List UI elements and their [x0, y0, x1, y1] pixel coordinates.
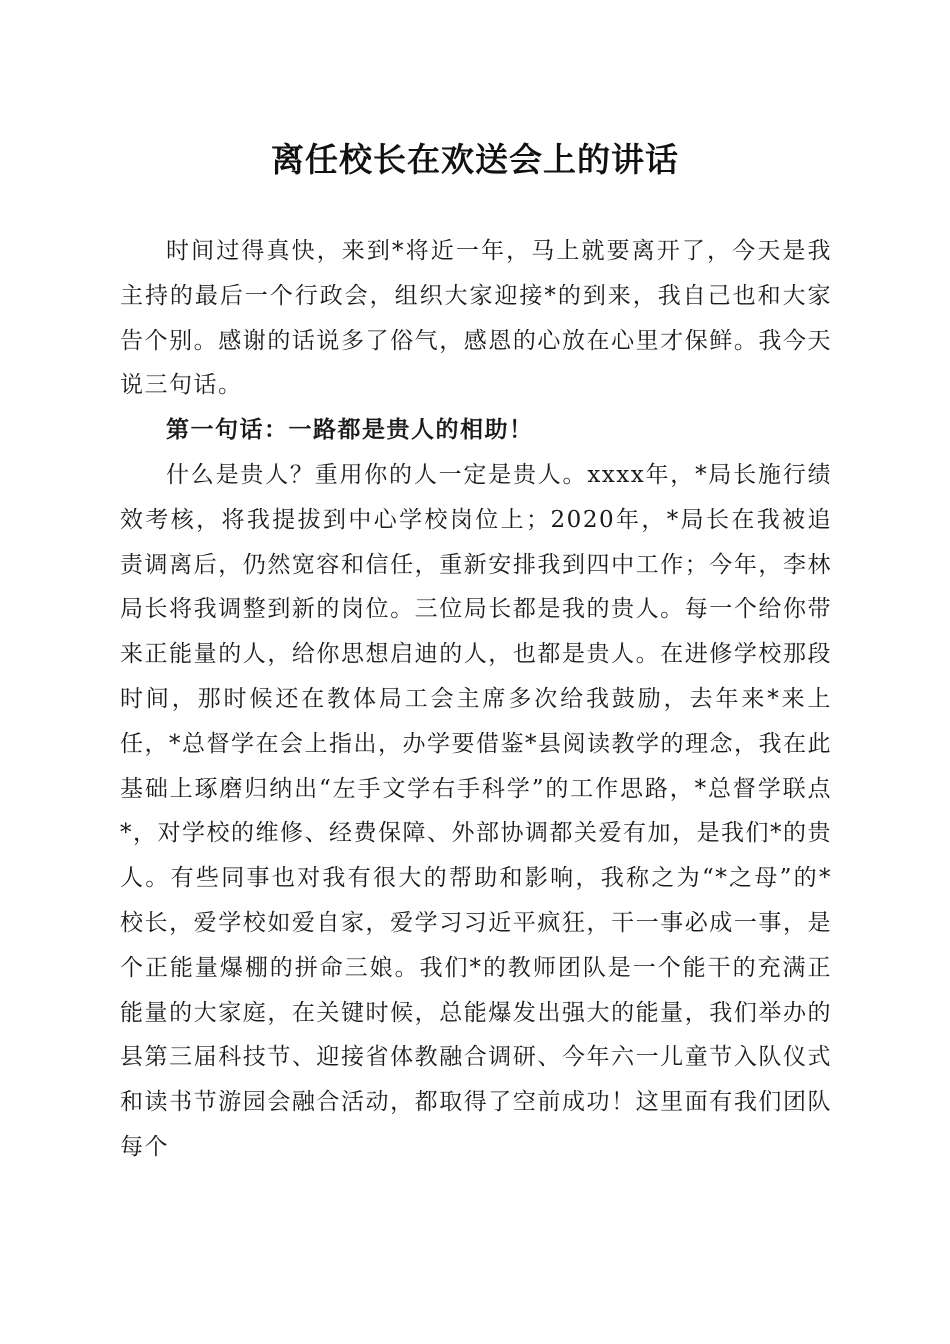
document-body [120, 229, 832, 1170]
paragraph-benefactors: 什么是贵人？重用你的人一定是贵人。xxxx年，*局长施行绩效考核，将我提拔到中心学校岗位上；2020年，*局长在我被追责调离后，仍然宽容和信任，重新安排我到四中工作；今年，李林局长将我调整到新的岗位。三位局长都是我的贵人。每一个给你带来正能量的人，给你思想启迪的人，也都是贵人。在进修学校那段时间，那时候还在教体局工会主席多次给我鼓励，去年来*来上任，*总督学在会上指出，办学要借鉴*县阅读教学的理念，我在此基础上琢磨归纳出“左手文学右手科学”的工作思路，*总督学联点*，对学校的维修、经费保障、外部协调都关爱有加，是我们*的贵人。有些同事也对我有很大的帮助和影响，我称之为“*之母”的*校长，爱学校如爱自家，爱学习习近平疯狂，干一事必成一事，是个正能量爆棚的拼命三娘。我们*的教师团队是一个能干的充满正能量的大家庭，在关键时候，总能爆发出强大的能量，我们举办的县第三届科技节、迎接省体教融合调研、今年六一儿童节入队仪式和读书节游园会融合活动，都取得了空前成功！这里面有我们团队每个 [120, 461, 832, 1160]
paragraph-intro: 时间过得真快，来到*将近一年，马上就要离开了，今天是我主持的最后一个行政会，组织大家迎接*的到来，我自己也和大家告个别。感谢的话说多了俗气，感恩的心放在心里才保鲜。我今天说三句话。 [120, 238, 832, 399]
document-title: 离任校长在欢送会上的讲话 [271, 140, 679, 179]
section-heading-first: 第一句话：一路都是贵人的相助！ [166, 416, 534, 444]
